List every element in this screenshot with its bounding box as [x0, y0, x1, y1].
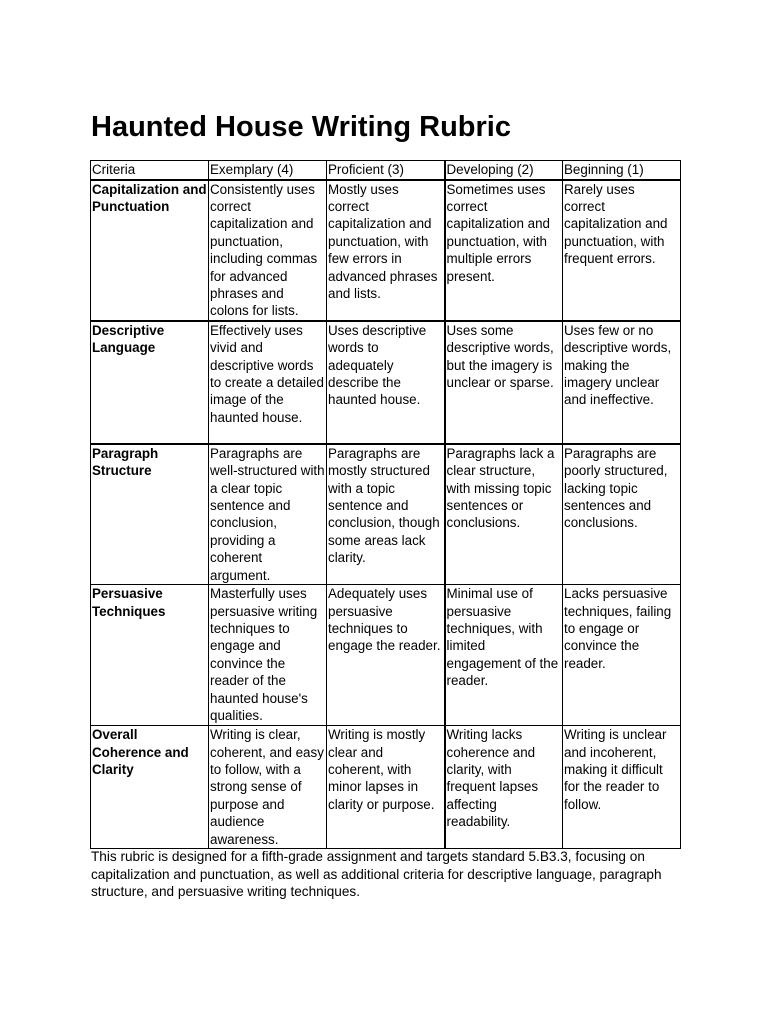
developing-cell: Writing lacks coherence and clarity, with frequent lapses affecting readability. [445, 726, 563, 849]
exemplary-cell: Masterfully uses persuasive writing techniques to engage and convince the reader of the haunted house's qualities. [209, 585, 327, 726]
proficient-cell: Adequately uses persuasive techniques to engage the reader. [327, 585, 445, 726]
beginning-cell: Rarely uses correct capitalization and punctuation, with frequent errors. [563, 180, 681, 321]
proficient-cell: Paragraphs are mostly structured with a topic sentence and conclusion, though some areas lack clarity. [327, 444, 445, 585]
rubric-table [90, 160, 681, 849]
proficient-cell: Mostly uses correct capitalization and punctuation, with few errors in advanced phrases and lists. [327, 180, 445, 321]
page-title: Haunted House Writing Rubric [91, 111, 511, 143]
exemplary-cell: Paragraphs are well-structured with a clear topic sentence and conclusion, providing a coherent argument. [209, 444, 327, 585]
beginning-cell: Paragraphs are poorly structured, lacking topic sentences and conclusions. [563, 444, 681, 585]
table-row [91, 180, 681, 321]
table-header-row [91, 161, 681, 180]
table-row [91, 321, 681, 444]
beginning-cell: Uses few or no descriptive words, making the imagery unclear and ineffective. [563, 321, 681, 444]
beginning-cell: Writing is unclear and incoherent, making it difficult for the reader to follow. [563, 726, 681, 849]
table-row [91, 585, 681, 726]
header-beginning: Beginning (1) [563, 161, 681, 180]
exemplary-cell: Effectively uses vivid and descriptive words to create a detailed image of the haunted house. [209, 321, 327, 444]
table-row [91, 726, 681, 849]
exemplary-cell: Consistently uses correct capitalization and punctuation, including commas for advanced phrases and colons for lists. [209, 180, 327, 321]
header-developing: Developing (2) [445, 161, 563, 180]
proficient-cell: Uses descriptive words to adequately describe the haunted house. [327, 321, 445, 444]
criteria-cell: Paragraph Structure [91, 444, 209, 585]
header-exemplary: Exemplary (4) [209, 161, 327, 180]
table-row [91, 444, 681, 585]
criteria-cell: Overall Coherence and Clarity [91, 726, 209, 849]
header-proficient: Proficient (3) [327, 161, 445, 180]
beginning-cell: Lacks persuasive techniques, failing to engage or convince the reader. [563, 585, 681, 726]
exemplary-cell: Writing is clear, coherent, and easy to follow, with a strong sense of purpose and audience awareness. [209, 726, 327, 849]
developing-cell: Paragraphs lack a clear structure, with missing topic sentences or conclusions. [445, 444, 563, 585]
criteria-cell: Descriptive Language [91, 321, 209, 444]
proficient-cell: Writing is mostly clear and coherent, with minor lapses in clarity or purpose. [327, 726, 445, 849]
developing-cell: Sometimes uses correct capitalization and punctuation, with multiple errors present. [445, 180, 563, 321]
developing-cell: Minimal use of persuasive techniques, with limited engagement of the reader. [445, 585, 563, 726]
rubric-description: This rubric is designed for a fifth-grade assignment and targets standard 5.B3.3, focusing on capitalization and punctuation, as well as additional criteria for descriptive language, paragraph structure, and persuasive writing techniques. [91, 849, 662, 900]
developing-cell: Uses some descriptive words, but the imagery is unclear or sparse. [445, 321, 563, 444]
header-criteria: Criteria [91, 161, 209, 180]
criteria-cell: Capitalization and Punctuation [91, 180, 209, 321]
criteria-cell: Persuasive Techniques [91, 585, 209, 726]
